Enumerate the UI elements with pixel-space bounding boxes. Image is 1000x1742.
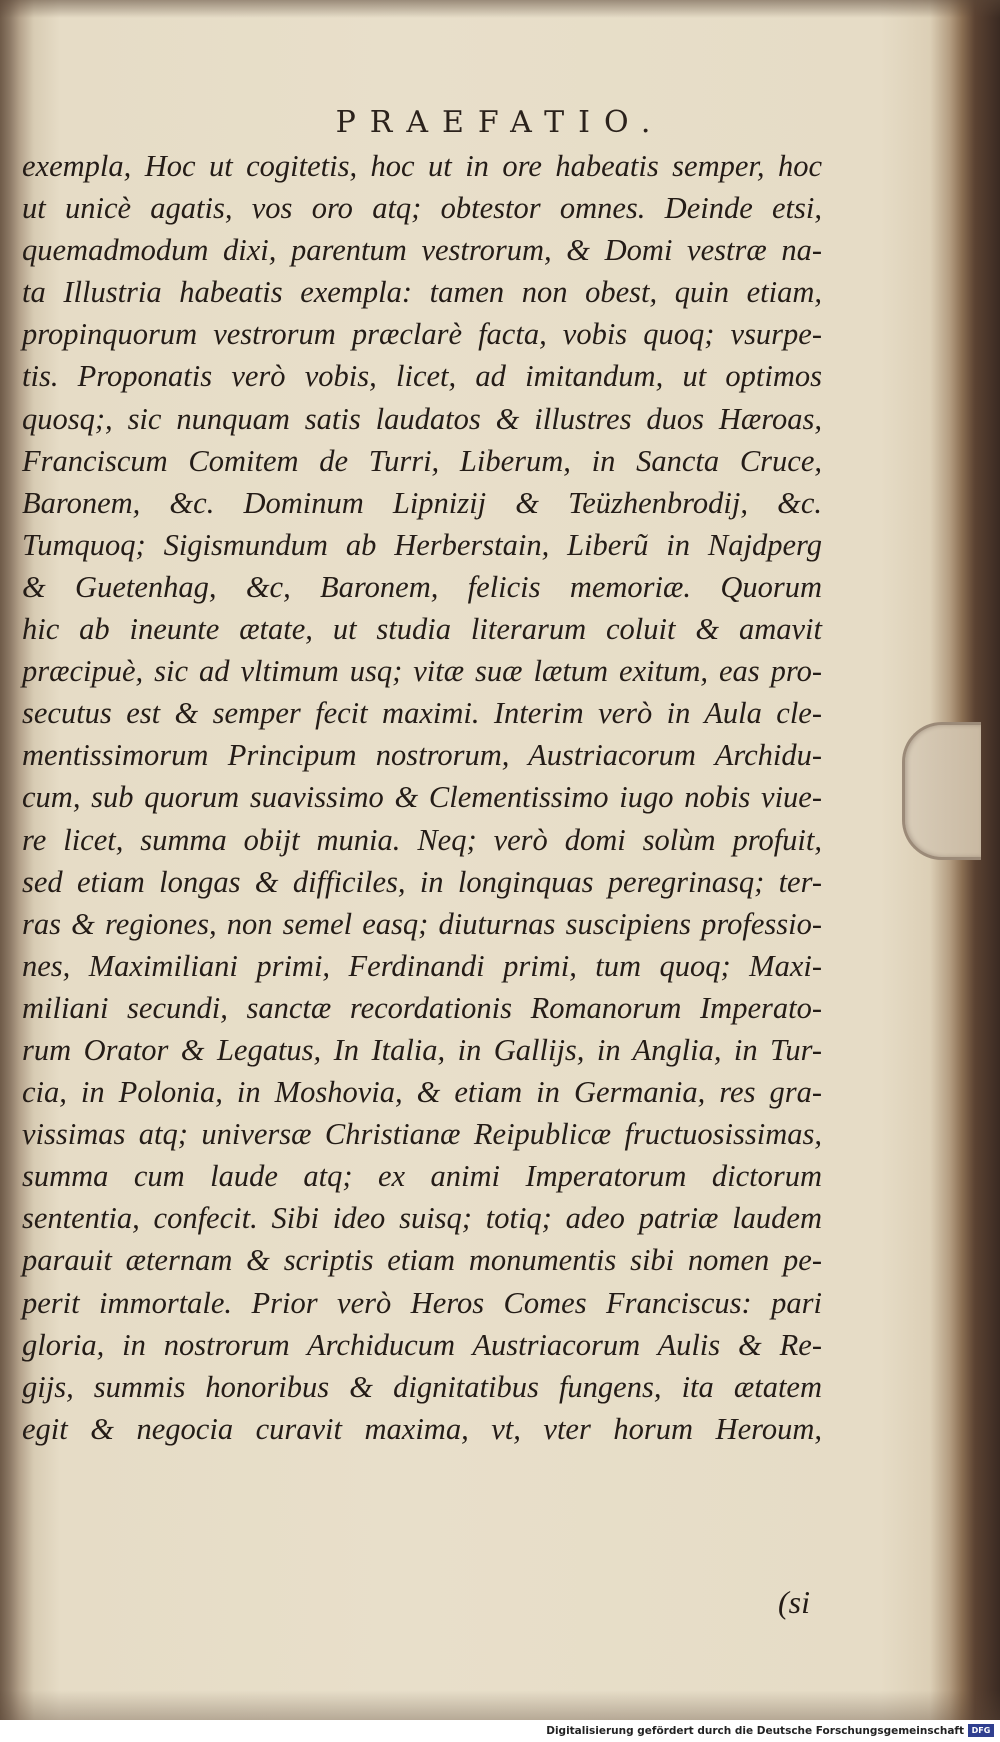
text-line: ta Illustria habeatis exempla: tamen non obest, quin etiam, [22,275,822,310]
text-line: hic ab ineunte ætate, ut studia literarum coluit & amavit [22,612,822,647]
digitization-footer [0,1720,1000,1742]
text-line: sententia, confecit. Sibi ideo suisq; totiq; adeo patriæ laudem [22,1201,822,1236]
text-line: parauit æternam & scriptis etiam monumentis sibi nomen pe- [22,1243,822,1278]
body-text [22,145,822,1450]
text-line: sed etiam longas & difficiles, in longinquas peregrinasq; ter- [22,864,822,899]
footer-credit: Digitalisierung gefördert durch die Deutsche Forschungsgemeinschaft [546,1725,964,1737]
text-line: ras & regiones, non semel easq; diuturnas suscipiens professio- [22,906,822,941]
text-line: propinquorum vestrorum præclarè facta, vobis quoq; vsurpe- [22,317,822,352]
text-line: ut unicè agatis, vos oro atq; obtestor omnes. Deinde etsi, [22,191,822,226]
text-line: perit immortale. Prior verò Heros Comes Franciscus: pari [22,1285,822,1320]
text-line: rum Orator & Legatus, In Italia, in Gallijs, in Anglia, in Tur- [22,1032,822,1067]
catchword: (si [778,1584,810,1620]
text-line: gloria, in nostrorum Archiducum Austriacorum Aulis & Re- [22,1327,822,1362]
text-line: tis. Proponatis verò vobis, licet, ad imitandum, ut optimos [22,359,822,394]
text-line: quosq;, sic nunquam satis laudatos & illustres duos Hæroas, [22,401,822,436]
text-line: nes, Maximiliani primi, Ferdinandi primi, tum quoq; Maxi- [22,948,822,983]
text-line: quemadmodum dixi, parentum vestrorum, & Domi vestræ na- [22,233,822,268]
text-line: secutus est & semper fecit maximi. Interim verò in Aula cle- [22,696,822,731]
text-line: cia, in Polonia, in Moshovia, & etiam in Germania, res gra- [22,1075,822,1110]
text-line: mentissimorum Principum nostrorum, Austriacorum Archidu- [22,738,822,773]
text-line: gijs, summis honoribus & dignitatibus fungens, ita ætatem [22,1369,822,1404]
running-head: PRAEFATIO. [335,105,665,140]
text-line: vissimas atq; universæ Christianæ Reipublicæ fructuosissimas, [22,1117,822,1152]
book-clasp [902,722,981,860]
text-line: & Guetenhag, &c, Baronem, felicis memoriæ. Quorum [22,569,822,604]
text-line: cum, sub quorum suavissimo & Clementissimo iugo nobis viue- [22,780,822,815]
text-line: Tumquoq; Sigismundum ab Herberstain, Liberũ in Najdperg [22,527,822,562]
page-edge-shadow-top [0,0,1000,18]
text-line: miliani secundi, sanctæ recordationis Romanorum Imperato- [22,990,822,1025]
text-line: Baronem, &c. Dominum Lipnizij & Teüzhenbrodij, &c. [22,485,822,520]
page-edge-shadow-bottom [0,1690,1000,1720]
text-line: Franciscum Comitem de Turri, Liberum, in Sancta Cruce, [22,443,822,478]
text-line: re licet, summa obijt munia. Neq; verò domi solùm profuit, [22,822,822,857]
dfg-logo: DFG [968,1724,994,1737]
text-line: exempla, Hoc ut cogitetis, hoc ut in ore habeatis semper, hoc [22,149,822,183]
text-line: summa cum laude atq; ex animi Imperatorum dictorum [22,1159,822,1194]
text-line: præcipuè, sic ad vltimum usq; vitæ suæ lætum exitum, eas pro- [22,654,822,689]
text-line: egit & negocia curavit maxima, vt, vter horum Heroum, [22,1411,822,1446]
